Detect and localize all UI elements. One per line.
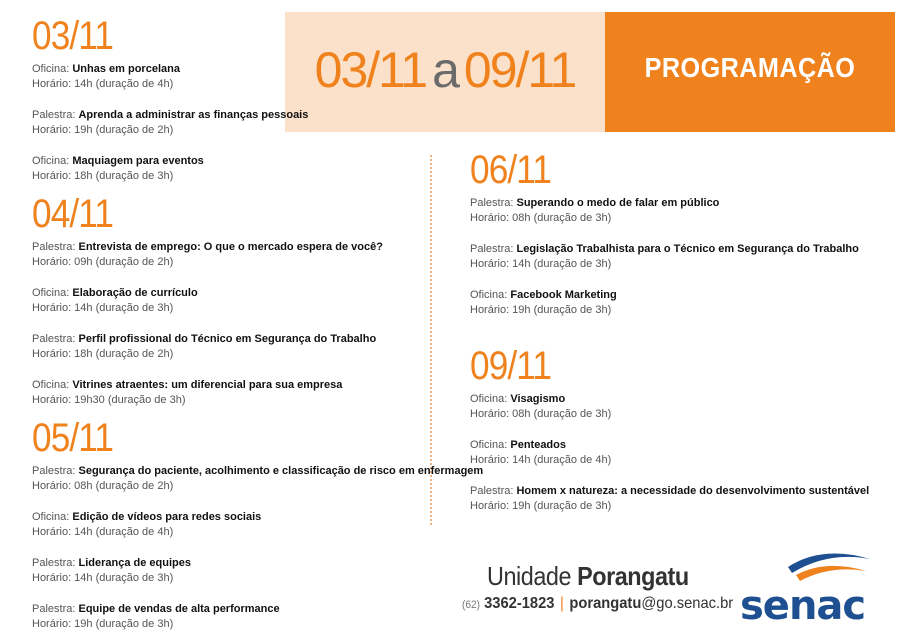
- range-start: 03/11: [314, 42, 427, 98]
- event-title: Equipe de vendas de alta performance: [78, 603, 280, 615]
- event-type: Oficina:: [32, 63, 70, 75]
- event-time: Horário: 19h (duração de 3h): [32, 618, 174, 630]
- event-type: Oficina:: [470, 289, 508, 301]
- schedule-right-column: [470, 148, 890, 516]
- event-title: Homem x natureza: a necessidade do desenvolvimento sustentável: [516, 485, 870, 497]
- event-heading: [32, 332, 422, 347]
- event-title: Aprenda a administrar as finanças pessoais: [78, 109, 309, 121]
- event-type: Palestra:: [32, 603, 76, 615]
- event-heading: [32, 62, 422, 77]
- event-type: Palestra:: [32, 465, 76, 477]
- event-type: Oficina:: [470, 393, 508, 405]
- event-title: Facebook Marketing: [510, 289, 617, 301]
- event-item: [32, 108, 422, 138]
- event-title: Entrevista de emprego: O que o mercado espera de você?: [78, 241, 383, 253]
- day-block: [470, 148, 890, 318]
- contact-line: [462, 595, 733, 613]
- email-domain: @go.senac.br: [641, 595, 734, 612]
- event-title: Vitrines atraentes: um diferencial para sua empresa: [72, 379, 343, 391]
- event-time: Horário: 08h (duração de 3h): [470, 408, 612, 420]
- event-type: Oficina:: [32, 155, 70, 167]
- event-heading: [32, 556, 422, 571]
- event-item: [32, 602, 422, 632]
- event-item: [32, 378, 422, 408]
- event-heading: [470, 242, 890, 257]
- event-title: Penteados: [510, 439, 566, 451]
- event-title: Edição de vídeos para redes sociais: [72, 511, 262, 523]
- event-time: Horário: 14h (duração de 3h): [32, 302, 174, 314]
- event-title: Unhas em porcelana: [72, 63, 180, 75]
- event-item: [32, 240, 422, 270]
- event-title: Elaboração de currículo: [72, 287, 198, 299]
- day-block: [32, 14, 422, 184]
- event-type: Palestra:: [470, 197, 514, 209]
- phone-number: 3362-1823: [484, 595, 555, 612]
- event-item: [470, 392, 890, 422]
- event-heading: [32, 240, 422, 255]
- event-type: Palestra:: [470, 485, 514, 497]
- event-item: [470, 484, 890, 514]
- event-time: Horário: 14h (duração de 4h): [32, 526, 174, 538]
- event-time: Horário: 18h (duração de 3h): [32, 170, 174, 182]
- event-type: Oficina:: [32, 287, 70, 299]
- event-heading: [32, 602, 422, 617]
- logo-swoosh-orange: [796, 566, 866, 581]
- event-type: Palestra:: [32, 557, 76, 569]
- event-item: [32, 556, 422, 586]
- event-type: Oficina:: [32, 379, 70, 391]
- event-item: [32, 332, 422, 362]
- event-type: Palestra:: [470, 243, 514, 255]
- event-title: Liderança de equipes: [78, 557, 191, 569]
- event-heading: [470, 196, 890, 211]
- event-type: Palestra:: [32, 109, 76, 121]
- logo-text: senac: [740, 583, 866, 627]
- range-end: 09/11: [463, 42, 576, 98]
- day-block: [32, 192, 422, 408]
- event-heading: [470, 484, 890, 499]
- event-heading: [32, 378, 422, 393]
- range-joiner: a: [432, 42, 458, 98]
- event-title: Superando o medo de falar em público: [516, 197, 720, 209]
- senac-logo: [738, 545, 878, 627]
- event-time: Horário: 08h (duração de 2h): [32, 480, 174, 492]
- event-type: Palestra:: [32, 333, 76, 345]
- contact-separator: |: [560, 595, 564, 612]
- event-title: Visagismo: [510, 393, 566, 405]
- event-time: Horário: 14h (duração de 4h): [470, 454, 612, 466]
- day-date: 06/11: [470, 148, 552, 192]
- event-item: [470, 288, 890, 318]
- event-time: Horário: 08h (duração de 3h): [470, 212, 612, 224]
- day-date: 05/11: [32, 416, 114, 460]
- day-date: 09/11: [470, 344, 552, 388]
- event-item: [470, 196, 890, 226]
- event-item: [32, 464, 484, 494]
- event-heading: [32, 286, 422, 301]
- event-type: Palestra:: [32, 241, 76, 253]
- event-item: [32, 286, 422, 316]
- event-title: Maquiagem para eventos: [72, 155, 204, 167]
- event-time: Horário: 14h (duração de 3h): [470, 258, 612, 270]
- event-heading: [470, 438, 890, 453]
- event-heading: [470, 392, 890, 407]
- event-heading: [32, 510, 422, 525]
- day-date: 03/11: [32, 14, 114, 58]
- event-type: Oficina:: [470, 439, 508, 451]
- event-item: [470, 242, 890, 272]
- event-heading: [470, 288, 890, 303]
- day-block: [470, 344, 890, 514]
- phone-ddd: (62): [462, 599, 480, 611]
- event-time: Horário: 19h (duração de 3h): [470, 500, 612, 512]
- event-title: Perfil profissional do Técnico em Segurança do Trabalho: [78, 333, 377, 345]
- event-time: Horário: 19h (duração de 3h): [470, 304, 612, 316]
- event-title: Segurança do paciente, acolhimento e classificação de risco em enfermagem: [78, 465, 484, 477]
- event-heading: [32, 154, 422, 169]
- event-time: Horário: 14h (duração de 4h): [32, 78, 174, 90]
- event-time: Horário: 14h (duração de 3h): [32, 572, 174, 584]
- event-title: Legislação Trabalhista para o Técnico em Segurança do Trabalho: [516, 243, 859, 255]
- event-heading: [32, 464, 484, 479]
- event-time: Horário: 19h (duração de 2h): [32, 124, 174, 136]
- event-time: Horário: 19h30 (duração de 3h): [32, 394, 186, 406]
- event-heading: [32, 108, 422, 123]
- event-item: [470, 438, 890, 468]
- unit-prefix: Unidade: [487, 561, 572, 591]
- unit-city: Porangatu: [577, 561, 689, 591]
- email-user: porangatu: [569, 595, 642, 612]
- event-type: Oficina:: [32, 511, 70, 523]
- event-item: [32, 154, 422, 184]
- page-title: PROGRAMAÇÃO: [644, 52, 856, 83]
- unit-name: [487, 561, 689, 592]
- event-item: [32, 62, 422, 92]
- event-time: Horário: 09h (duração de 2h): [32, 256, 174, 268]
- event-time: Horário: 18h (duração de 2h): [32, 348, 174, 360]
- event-item: [32, 510, 422, 540]
- day-date: 04/11: [32, 192, 114, 236]
